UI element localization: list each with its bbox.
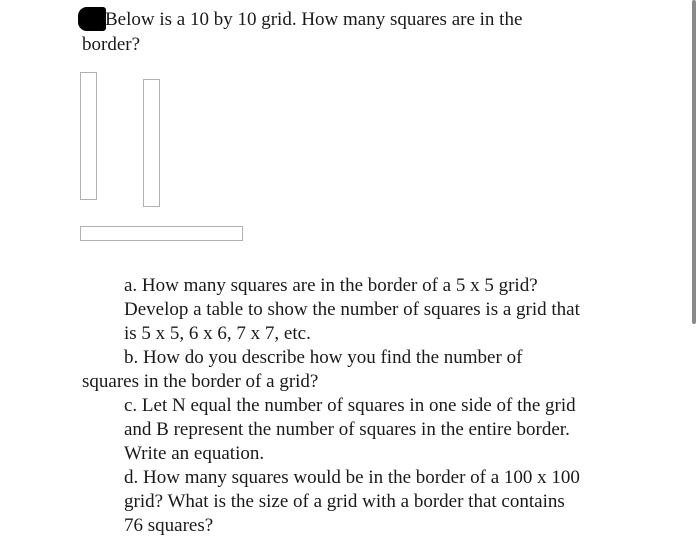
part-a-line-3: is 5 x 5, 6 x 6, 7 x 7, etc. — [124, 323, 311, 344]
part-d-line-3: 76 squares? — [124, 515, 214, 536]
grid-bottom-row — [80, 226, 243, 241]
part-d-line-2: grid? What is the size of a grid with a border that contains — [124, 491, 565, 512]
grid-right-column — [143, 79, 160, 207]
redaction-mark — [78, 7, 106, 31]
part-a-line-1: a. How many squares are in the border of a 5 x 5 grid? — [124, 275, 538, 296]
part-d-line-1: d. How many squares would be in the border of a 100 x 100 — [124, 467, 580, 488]
part-a-line-2: Develop a table to show the number of squares is a grid that — [124, 299, 580, 320]
part-b-line-1: b. How do you describe how you find the number of — [124, 347, 523, 368]
grid-left-column — [80, 72, 97, 200]
part-b-line-2: squares in the border of a grid? — [82, 371, 319, 392]
part-c-line-1: c. Let N equal the number of squares in one side of the grid — [124, 395, 576, 416]
question-line-2: border? — [82, 34, 141, 55]
scrollbar-thumb[interactable] — [692, 0, 696, 324]
part-c-line-2: and B represent the number of squares in the entire border. — [124, 419, 570, 440]
question-line-1: Below is a 10 by 10 grid. How many squares are in the — [105, 9, 523, 30]
part-c-line-3: Write an equation. — [124, 443, 265, 464]
